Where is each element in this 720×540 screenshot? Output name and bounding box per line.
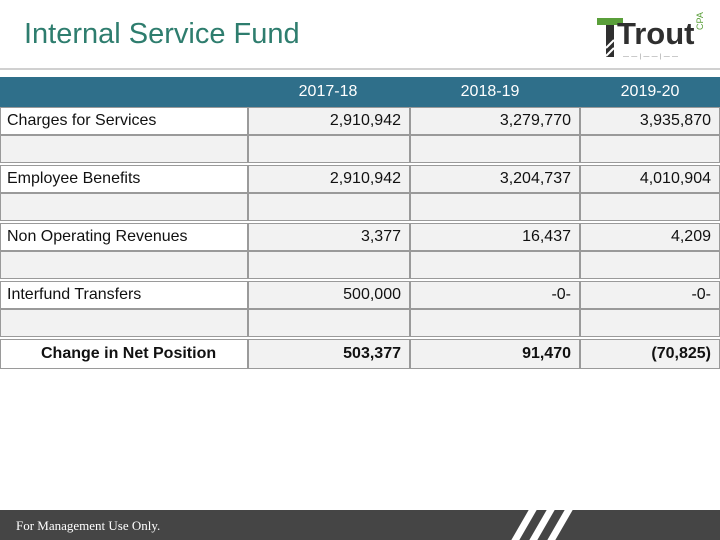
spacer-cell (0, 135, 248, 163)
table-cell: 3,204,737 (410, 165, 580, 193)
table-cell: 503,377 (248, 339, 410, 369)
column-header-2019-20: 2019-20 (620, 83, 680, 100)
column-header-2017-18: 2017-18 (298, 83, 358, 100)
table-cell: 4,209 (580, 223, 720, 251)
table-row (0, 281, 720, 309)
spacer-cell (410, 193, 580, 221)
spacer-cell (580, 309, 720, 337)
table-cell: 2,910,942 (248, 107, 410, 135)
row-label: Employee Benefits (0, 165, 248, 193)
table-header (0, 77, 720, 107)
row-label: Charges for Services (0, 107, 248, 135)
spacer-cell (410, 135, 580, 163)
row-label: Interfund Transfers (0, 281, 248, 309)
spacer-cell (248, 193, 410, 221)
table-cell: 4,010,904 (580, 165, 720, 193)
spacer-cell (580, 135, 720, 163)
trout-cpa-logo (597, 14, 709, 64)
table-cell: (70,825) (580, 339, 720, 369)
table-cell: 91,470 (410, 339, 580, 369)
spacer-cell (248, 251, 410, 279)
table-cell: 2,910,942 (248, 165, 410, 193)
spacer-row (0, 251, 720, 279)
logo-wordmark: Trout (617, 16, 695, 51)
column-header-2018-19: 2018-19 (460, 83, 520, 100)
row-label: Change in Net Position (0, 339, 248, 369)
spacer-row (0, 193, 720, 221)
row-label: Non Operating Revenues (0, 223, 248, 251)
title-divider (0, 68, 720, 70)
table-cell: 3,279,770 (410, 107, 580, 135)
logo-cpa-label: CPA (695, 12, 705, 30)
table-cell: 3,935,870 (580, 107, 720, 135)
spacer-row (0, 309, 720, 337)
table-cell: -0- (410, 281, 580, 309)
spacer-cell (248, 135, 410, 163)
footer-bar (0, 510, 720, 540)
total-row (0, 339, 720, 369)
spacer-row (0, 135, 720, 163)
table-row (0, 223, 720, 251)
spacer-cell (410, 309, 580, 337)
table-cell: 500,000 (248, 281, 410, 309)
page-title: Internal Service Fund (24, 18, 300, 50)
table-cell: -0- (580, 281, 720, 309)
spacer-cell (248, 309, 410, 337)
spacer-cell (580, 193, 720, 221)
spacer-cell (410, 251, 580, 279)
spacer-cell (0, 309, 248, 337)
spacer-cell (580, 251, 720, 279)
table-cell: 3,377 (248, 223, 410, 251)
logo-tagline: — — | — — | — — (623, 54, 679, 60)
footer-note: For Management Use Only. (16, 518, 161, 533)
table-row (0, 165, 720, 193)
spacer-cell (0, 251, 248, 279)
table-cell: 16,437 (410, 223, 580, 251)
table-row (0, 107, 720, 135)
spacer-cell (0, 193, 248, 221)
